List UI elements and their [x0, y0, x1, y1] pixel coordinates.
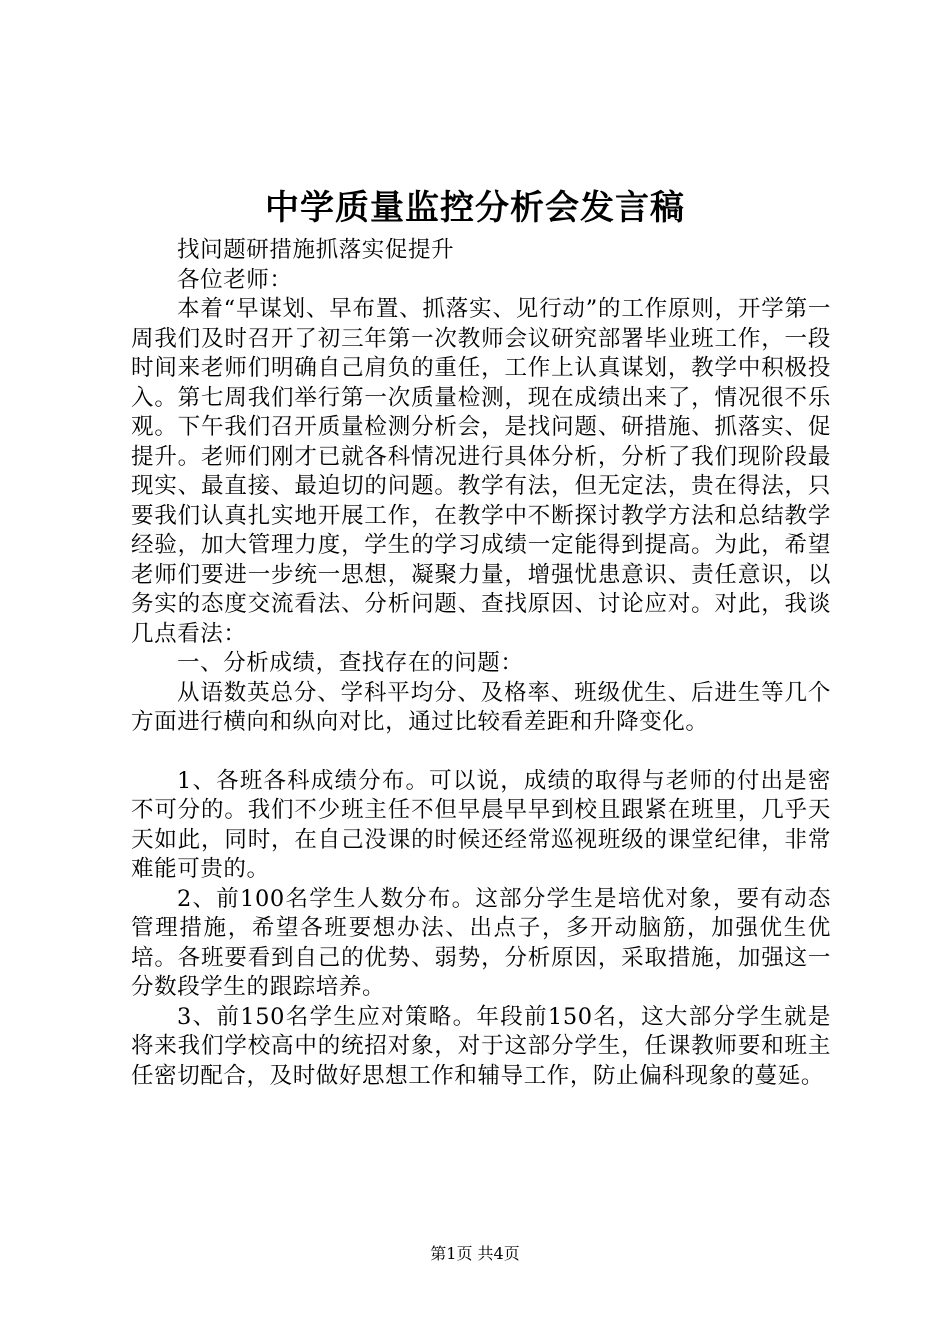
salutation-paragraph: 各位老师： — [177, 266, 293, 293]
section-heading: 一、分析成绩，查找存在的问题： — [177, 650, 524, 676]
body-paragraph: 从语数英总分、学科平均分、及格率、班级优生、后进生等几个方面进行横向和纵向对比，通过比较看差距和升降变化。 — [131, 679, 831, 735]
page-footer: 第1页 共4页 — [430, 1244, 520, 1263]
intro-paragraph: 本着“早谋划、早布置、抓落实、见行动”的工作原则，开学第一周我们及时召开了初三年第一次教师会议研究部署毕业班工作，一段时间来老师们明确自己肩负的重任，工作上认真谋划，教学中积极投入。第七周我们举行第一次质量检测，现在成绩出来了，情况很不乐观。下午我们召开质量检测分析会，是找问题、研措施、抓落实、促提升。老师们刚才已就各科情况进行具体分析，分析了我们现阶段最现实、最直接、最迫切的问题。教学有法，但无定法，贵在得法，只要我们认真扎实地开展工作，在教学中不断探讨教学方法和总结教学经验，加大管理力度，学生的学习成绩一定能得到提高。为此，希望老师们要进一步统一思想，凝聚力量，增强忧患意识、责任意识，以务实的态度交流看法、分析问题、查找原因、讨论应对。对此，我谈几点看法： — [131, 296, 831, 647]
document-title: 中学质量监控分析会发言稿 — [265, 188, 685, 228]
body-paragraph: 3、前150名学生应对策略。年段前150名，这大部分学生就是将来我们学校高中的统招对象，对于这部分学生，任课教师要和班主任密切配合，及时做好思想工作和辅导工作，防止偏科现象的蔓延。 — [131, 1003, 831, 1089]
document-body — [131, 236, 831, 1091]
subtitle-paragraph: 找问题研措施抓落实促提升 — [177, 237, 455, 263]
body-paragraph: 1、各班各科成绩分布。可以说，成绩的取得与老师的付出是密不可分的。我们不少班主任不但早晨早早到校且跟紧在班里，几乎天天如此，同时，在自己没课的时候还经常巡视班级的课堂纪律，非常难能可贵的。 — [131, 767, 831, 882]
body-paragraph: 2、前100名学生人数分布。这部分学生是培优对象，要有动态管理措施，希望各班要想办法、出点子，多开动脑筋，加强优生优培。各班要看到自己的优势、弱势，分析原因，采取措施，加强这一分数段学生的跟踪培养。 — [131, 885, 831, 1000]
